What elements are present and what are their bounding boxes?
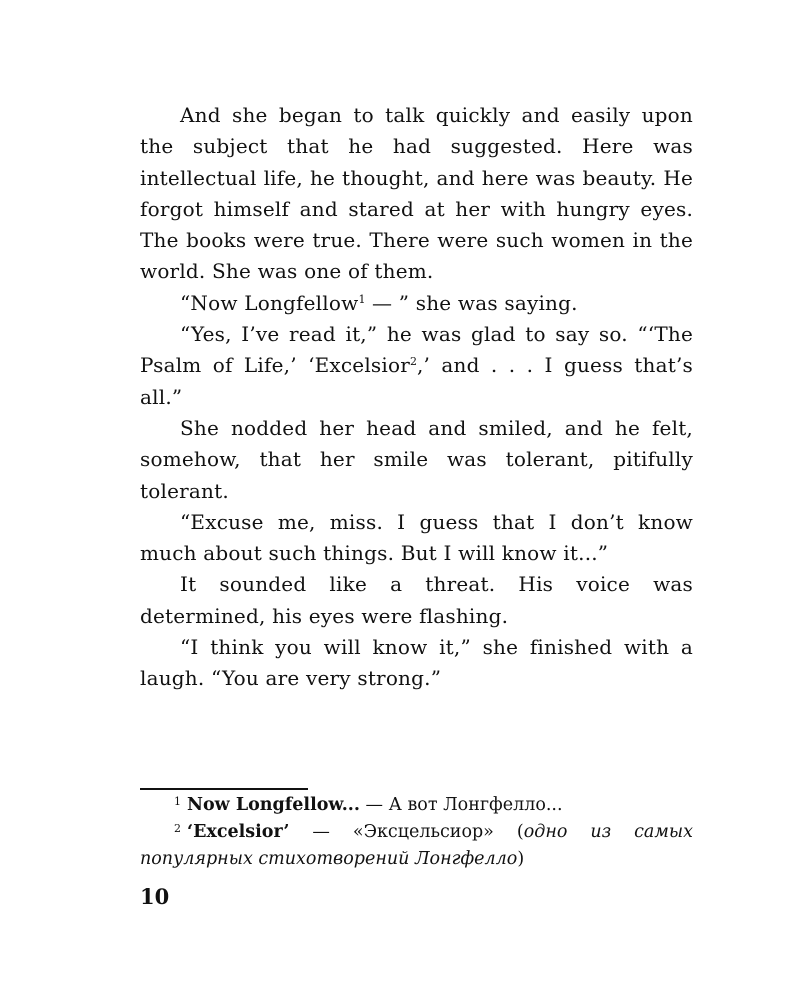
footnote-term: ‘Excelsior’ [187,822,290,842]
footnote-note: одно из самых популярных стихотворений Лонгфелло [140,822,693,869]
footnote-number: 1 [174,795,181,808]
footnote-term: Now Longfellow... [187,795,360,815]
footnote-ref-2: 2 [410,355,417,369]
paragraph-5: “Excuse me, miss. I guess that I don’t know much about such things. But I will know it...” [140,509,693,566]
footnote-close-paren: ) [517,849,525,869]
footnote-dash: — [289,822,353,842]
paragraph-2 [140,288,693,319]
footnote-2 [140,819,693,873]
page-number: 10 [140,884,170,909]
paragraph-6: It sounded like a threat. His voice was determined, his eyes were flashing. [140,572,693,628]
page-body [140,100,693,695]
footnote-1 [140,792,693,819]
paragraph-1: And she began to talk quickly and easily upon the subject that he had suggested. Here was intellectual life, he thought, and here was beauty. He forgot himself and stared at her with hungry eyes. The books were true. There were such women in the world. She was one of them. [140,103,693,284]
footnotes [140,792,693,873]
paragraph-3-text-a: “Yes, I’ve read it,” he was glad to say so. “‘The Psalm of Life,’ ‘Excelsior [140,322,693,378]
paragraph-3 [140,319,693,413]
paragraph-4: She nodded her head and smiled, and he felt, somehow, that her smile was tolerant, pitifully tolerant. [140,415,693,503]
footnote-dash: — [359,795,389,815]
footnote-translation: «Эксцельсиор» ( [352,822,524,842]
footnote-divider [140,788,308,790]
paragraph-3-text-b: ,’ and . . . I guess that’s all.” [140,353,693,409]
footnote-ref-1: 1 [358,292,366,306]
footnote-number: 2 [174,822,181,835]
paragraph-7: “I think you will know it,” she finished with a laugh. “You are very strong.” [140,635,693,691]
paragraph-2-text-a: “Now Longfellow [180,290,359,315]
footnote-translation: А вот Лонгфелло... [388,795,563,815]
paragraph-2-text-b: — ” she was saying. [365,290,578,315]
